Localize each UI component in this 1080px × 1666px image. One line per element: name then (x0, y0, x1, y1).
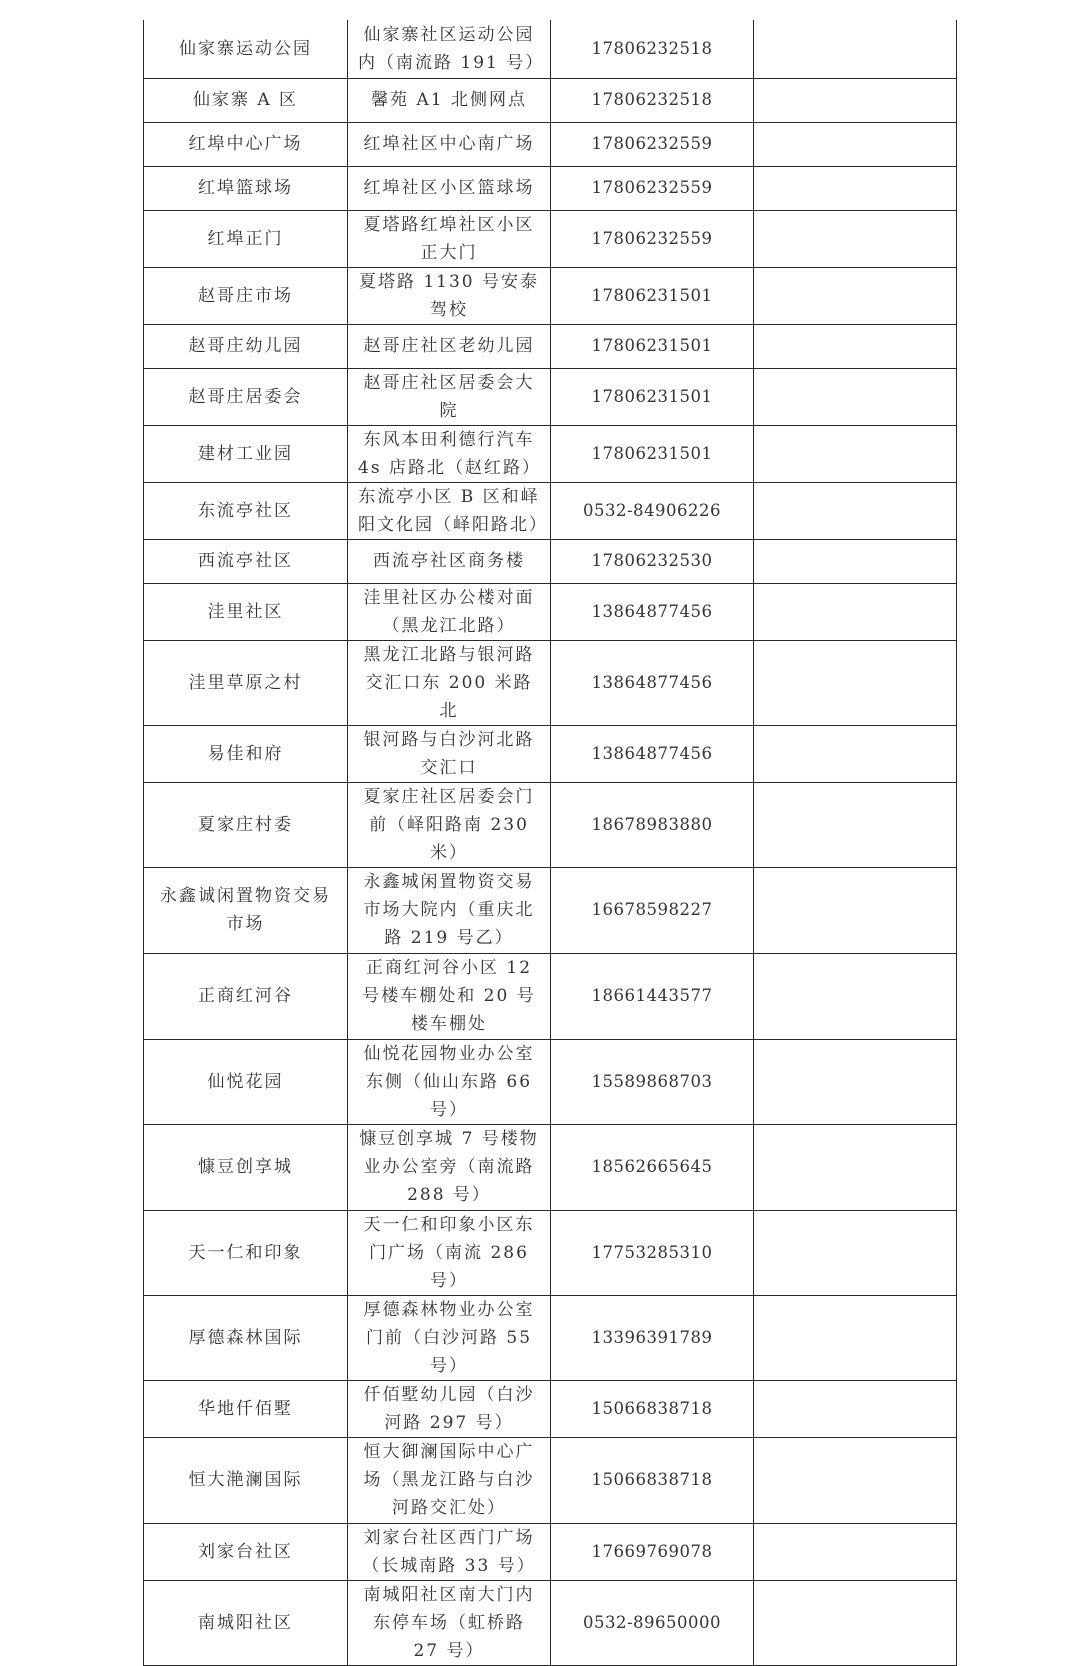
table-row (144, 1295, 957, 1380)
note-cell (754, 1580, 957, 1665)
address-cell: 东流亭小区 B 区和峄阳文化园（峄阳路北） (348, 482, 551, 539)
note-cell (754, 1124, 957, 1210)
address-cell: 仙悦花园物业办公室东侧（仙山东路 66 号） (348, 1039, 551, 1124)
address-cell: 洼里社区办公楼对面（黑龙江北路） (348, 583, 551, 640)
table-row (144, 953, 957, 1039)
table-row (144, 1210, 957, 1295)
location-name-cell: 天一仁和印象 (144, 1210, 348, 1295)
location-name-cell: 华地仟佰墅 (144, 1380, 348, 1437)
location-name-cell: 西流亭社区 (144, 539, 348, 583)
location-name-cell: 红埠正门 (144, 210, 348, 267)
phone-cell: 17806231501 (551, 324, 754, 368)
table-row (144, 1039, 957, 1124)
table-row (144, 1580, 957, 1665)
table-row (144, 1380, 957, 1437)
address-cell: 慷豆创享城 7 号楼物业办公室旁（南流路 288 号） (348, 1124, 551, 1210)
phone-cell: 17669769078 (551, 1523, 754, 1580)
note-cell (754, 267, 957, 324)
table-body (144, 20, 957, 1665)
table-row (144, 368, 957, 425)
location-name-cell: 赵哥庄市场 (144, 267, 348, 324)
note-cell (754, 425, 957, 482)
phone-cell: 17806232518 (551, 78, 754, 122)
address-cell: 红埠社区小区篮球场 (348, 166, 551, 210)
address-cell: 永鑫城闲置物资交易市场大院内（重庆北路 219 号乙） (348, 867, 551, 953)
location-name-cell: 仙家寨运动公园 (144, 20, 348, 78)
note-cell (754, 166, 957, 210)
note-cell (754, 78, 957, 122)
phone-cell: 16678598227 (551, 867, 754, 953)
phone-cell: 13864877456 (551, 725, 754, 782)
address-cell: 仙家寨社区运动公园内（南流路 191 号） (348, 20, 551, 78)
location-name-cell: 建材工业园 (144, 425, 348, 482)
phone-cell: 17753285310 (551, 1210, 754, 1295)
table-row (144, 324, 957, 368)
address-cell: 西流亭社区商务楼 (348, 539, 551, 583)
note-cell (754, 324, 957, 368)
phone-cell: 17806231501 (551, 425, 754, 482)
location-name-cell: 仙家寨 A 区 (144, 78, 348, 122)
location-name-cell: 厚德森林国际 (144, 1295, 348, 1380)
table-row (144, 1523, 957, 1580)
note-cell (754, 1523, 957, 1580)
address-cell: 正商红河谷小区 12 号楼车棚处和 20 号楼车棚处 (348, 953, 551, 1039)
phone-cell: 18562665645 (551, 1124, 754, 1210)
location-name-cell: 洼里草原之村 (144, 640, 348, 725)
phone-cell: 0532-84906226 (551, 482, 754, 539)
phone-cell: 0532-89650000 (551, 1580, 754, 1665)
location-name-cell: 永鑫诚闲置物资交易市场 (144, 867, 348, 953)
note-cell (754, 782, 957, 867)
table-row (144, 782, 957, 867)
table-row (144, 640, 957, 725)
address-cell: 红埠社区中心南广场 (348, 122, 551, 166)
address-cell: 夏家庄社区居委会门前（峄阳路南 230 米） (348, 782, 551, 867)
location-name-cell: 东流亭社区 (144, 482, 348, 539)
address-cell: 赵哥庄社区老幼儿园 (348, 324, 551, 368)
note-cell (754, 953, 957, 1039)
note-cell (754, 539, 957, 583)
phone-cell: 13396391789 (551, 1295, 754, 1380)
note-cell (754, 1295, 957, 1380)
phone-cell: 18661443577 (551, 953, 754, 1039)
phone-cell: 17806231501 (551, 267, 754, 324)
phone-cell: 17806232559 (551, 122, 754, 166)
location-name-cell: 易佳和府 (144, 725, 348, 782)
note-cell (754, 122, 957, 166)
location-name-cell: 红埠篮球场 (144, 166, 348, 210)
table-row (144, 122, 957, 166)
address-cell: 夏塔路 1130 号安泰驾校 (348, 267, 551, 324)
note-cell (754, 368, 957, 425)
table-row (144, 267, 957, 324)
address-cell: 刘家台社区西门广场（长城南路 33 号） (348, 1523, 551, 1580)
phone-cell: 17806231501 (551, 368, 754, 425)
location-name-cell: 正商红河谷 (144, 953, 348, 1039)
table-row (144, 1437, 957, 1523)
table-row (144, 482, 957, 539)
note-cell (754, 1437, 957, 1523)
location-name-cell: 恒大滟澜国际 (144, 1437, 348, 1523)
phone-cell: 18678983880 (551, 782, 754, 867)
phone-cell: 15066838718 (551, 1437, 754, 1523)
address-cell: 银河路与白沙河北路交汇口 (348, 725, 551, 782)
table-row (144, 583, 957, 640)
address-cell: 南城阳社区南大门内东停车场（虹桥路 27 号） (348, 1580, 551, 1665)
phone-cell: 17806232559 (551, 210, 754, 267)
note-cell (754, 1039, 957, 1124)
address-cell: 夏塔路红埠社区小区正大门 (348, 210, 551, 267)
table-row (144, 867, 957, 953)
phone-cell: 17806232559 (551, 166, 754, 210)
note-cell (754, 725, 957, 782)
location-name-cell: 慷豆创享城 (144, 1124, 348, 1210)
phone-cell: 13864877456 (551, 640, 754, 725)
note-cell (754, 482, 957, 539)
location-name-cell: 红埠中心广场 (144, 122, 348, 166)
location-name-cell: 南城阳社区 (144, 1580, 348, 1665)
note-cell (754, 20, 957, 78)
table-row (144, 166, 957, 210)
address-cell: 厚德森林物业办公室门前（白沙河路 55 号） (348, 1295, 551, 1380)
note-cell (754, 583, 957, 640)
table-row (144, 425, 957, 482)
address-cell: 恒大御澜国际中心广场（黑龙江路与白沙河路交汇处） (348, 1437, 551, 1523)
note-cell (754, 867, 957, 953)
address-cell: 赵哥庄社区居委会大院 (348, 368, 551, 425)
address-cell: 馨苑 A1 北侧网点 (348, 78, 551, 122)
location-name-cell: 洼里社区 (144, 583, 348, 640)
location-name-cell: 赵哥庄幼儿园 (144, 324, 348, 368)
address-cell: 天一仁和印象小区东门广场（南流 286 号） (348, 1210, 551, 1295)
phone-cell: 17806232530 (551, 539, 754, 583)
location-name-cell: 夏家庄村委 (144, 782, 348, 867)
table-row (144, 1124, 957, 1210)
address-cell: 黑龙江北路与银河路交汇口东 200 米路北 (348, 640, 551, 725)
phone-cell: 15066838718 (551, 1380, 754, 1437)
table-row (144, 725, 957, 782)
phone-cell: 13864877456 (551, 583, 754, 640)
note-cell (754, 210, 957, 267)
table-row (144, 20, 957, 78)
phone-cell: 15589868703 (551, 1039, 754, 1124)
note-cell (754, 1210, 957, 1295)
address-cell: 仟佰墅幼儿园（白沙河路 297 号） (348, 1380, 551, 1437)
table-row (144, 539, 957, 583)
note-cell (754, 640, 957, 725)
table-row (144, 78, 957, 122)
address-cell: 东风本田利德行汽车 4s 店路北（赵红路） (348, 425, 551, 482)
table-row (144, 210, 957, 267)
location-name-cell: 赵哥庄居委会 (144, 368, 348, 425)
collection-point-table (143, 20, 957, 1666)
location-name-cell: 刘家台社区 (144, 1523, 348, 1580)
location-name-cell: 仙悦花园 (144, 1039, 348, 1124)
note-cell (754, 1380, 957, 1437)
phone-cell: 17806232518 (551, 20, 754, 78)
